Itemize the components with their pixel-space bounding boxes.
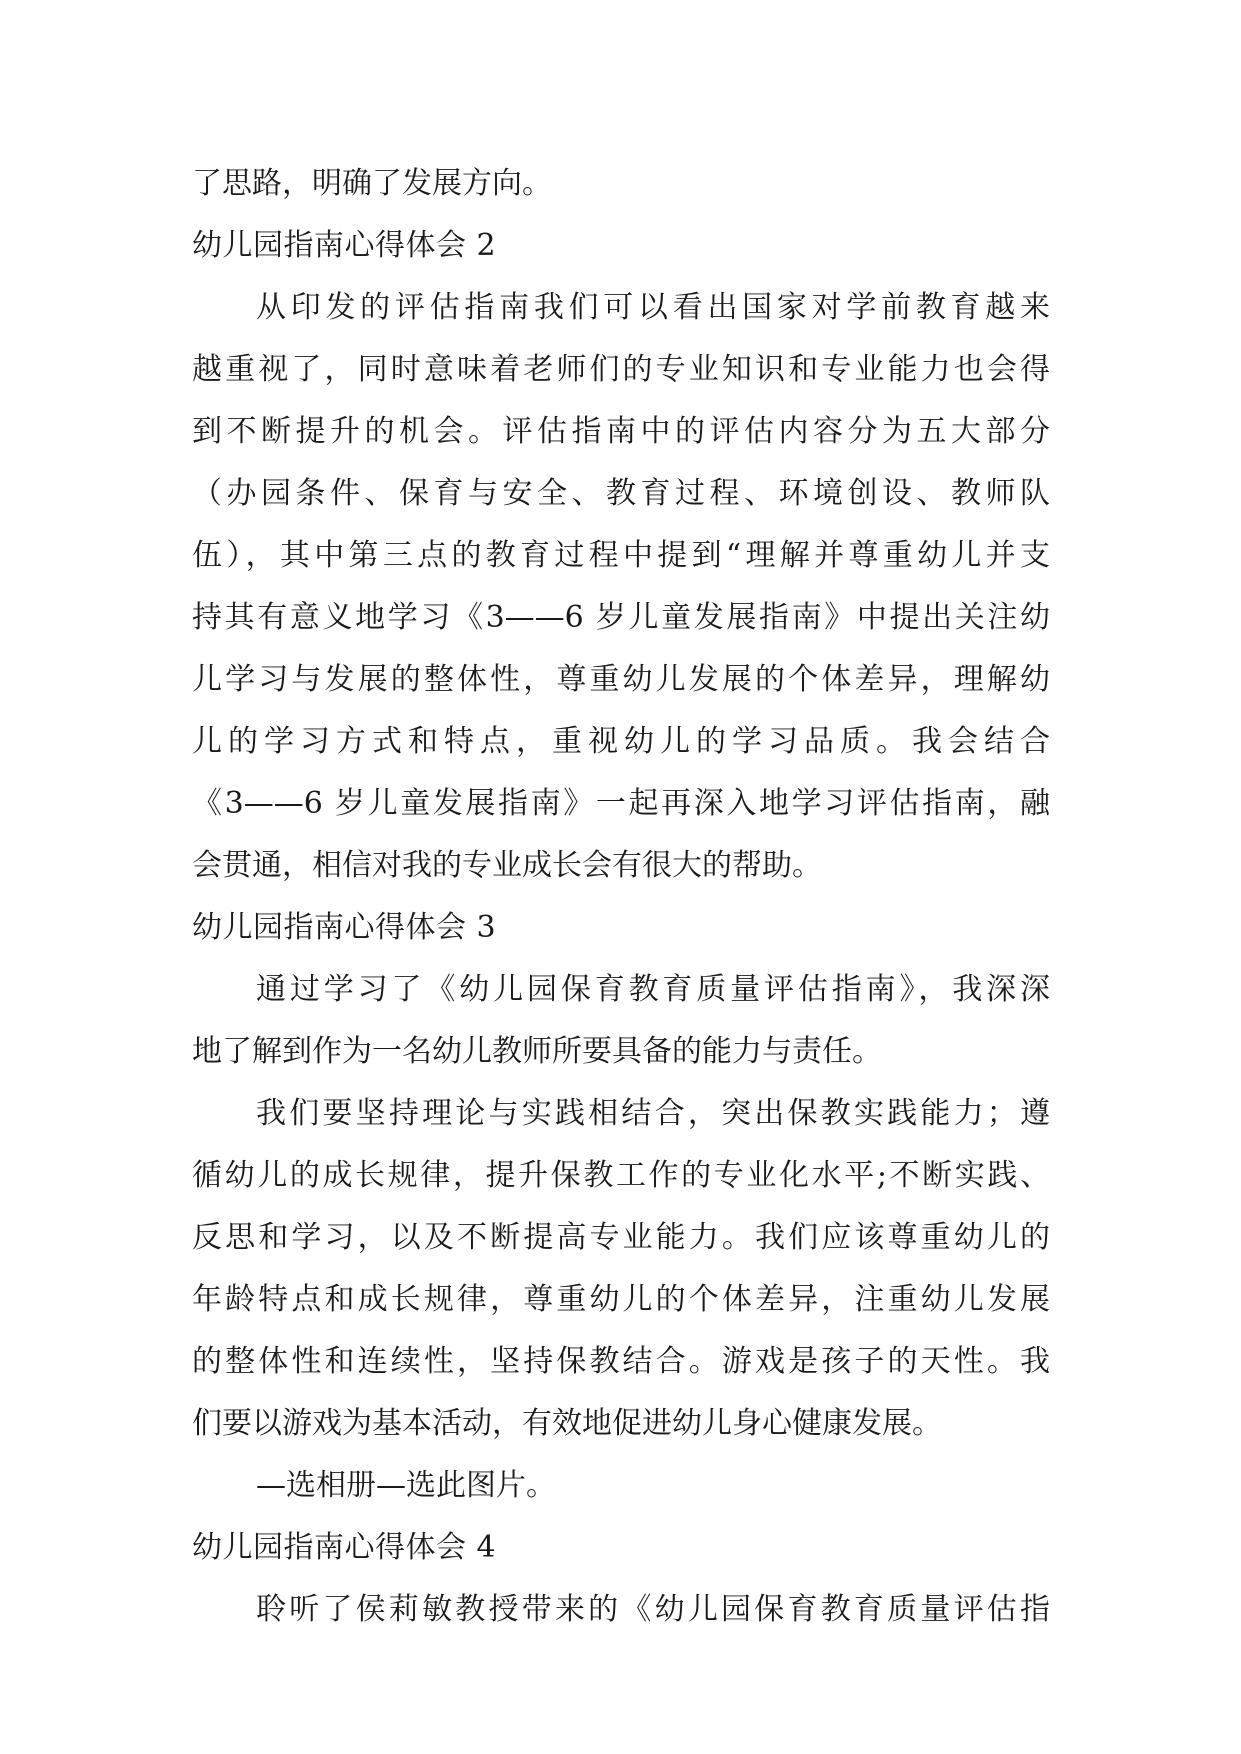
paragraph-line: 持其有意义地学习《3——6 岁儿童发展指南》中提出关注幼 <box>192 600 1050 635</box>
paragraph-line: 反思和学习，以及不断提高专业能力。我们应该尊重幼儿的 <box>192 1220 1050 1255</box>
paragraph-line: 聆听了侯莉敏教授带来的《幼儿园保育教育质量评估指 <box>256 1592 1050 1627</box>
paragraph-line: 的整体性和连续性，坚持保教结合。游戏是孩子的天性。我 <box>192 1344 1050 1379</box>
paragraph-line: 通过学习了《幼儿园保育教育质量评估指南》，我深深 <box>256 972 1050 1007</box>
paragraph-line: 越重视了，同时意味着老师们的专业知识和专业能力也会得 <box>192 352 1050 387</box>
paragraph-line: —选相册—选此图片。 <box>256 1468 556 1503</box>
paragraph-line: 儿的学习方式和特点，重视幼儿的学习品质。我会结合 <box>192 724 1050 759</box>
paragraph-line: 们要以游戏为基本活动，有效地促进幼儿身心健康发展。 <box>192 1406 942 1441</box>
paragraph-line: 了思路，明确了发展方向。 <box>192 166 552 201</box>
paragraph-line: 年龄特点和成长规律，尊重幼儿的个体差异，注重幼儿发展 <box>192 1282 1050 1317</box>
section-heading: 幼儿园指南心得体会 2 <box>192 228 497 263</box>
paragraph-line: 从印发的评估指南我们可以看出国家对学前教育越来 <box>256 290 1050 325</box>
paragraph-line: 会贯通，相信对我的专业成长会有很大的帮助。 <box>192 848 822 883</box>
document-body <box>192 153 1050 1641</box>
paragraph-line: 循幼儿的成长规律，提升保教工作的专业化水平;不断实践、 <box>192 1158 1050 1193</box>
section-heading: 幼儿园指南心得体会 4 <box>192 1530 497 1565</box>
paragraph-line: 地了解到作为一名幼儿教师所要具备的能力与责任。 <box>192 1034 882 1069</box>
paragraph-line: 我们要坚持理论与实践相结合，突出保教实践能力；遵 <box>256 1096 1050 1131</box>
paragraph-line: 儿学习与发展的整体性，尊重幼儿发展的个体差异，理解幼 <box>192 662 1050 697</box>
section-heading: 幼儿园指南心得体会 3 <box>192 910 497 945</box>
paragraph-line: 《3——6 岁儿童发展指南》一起再深入地学习评估指南，融 <box>192 786 1050 821</box>
paragraph-line: 伍），其中第三点的教育过程中提到“理解并尊重幼儿并支 <box>192 538 1050 573</box>
paragraph-line: 到不断提升的机会。评估指南中的评估内容分为五大部分 <box>192 414 1050 449</box>
paragraph-line: （办园条件、保育与安全、教育过程、环境创设、教师队 <box>192 476 1050 511</box>
